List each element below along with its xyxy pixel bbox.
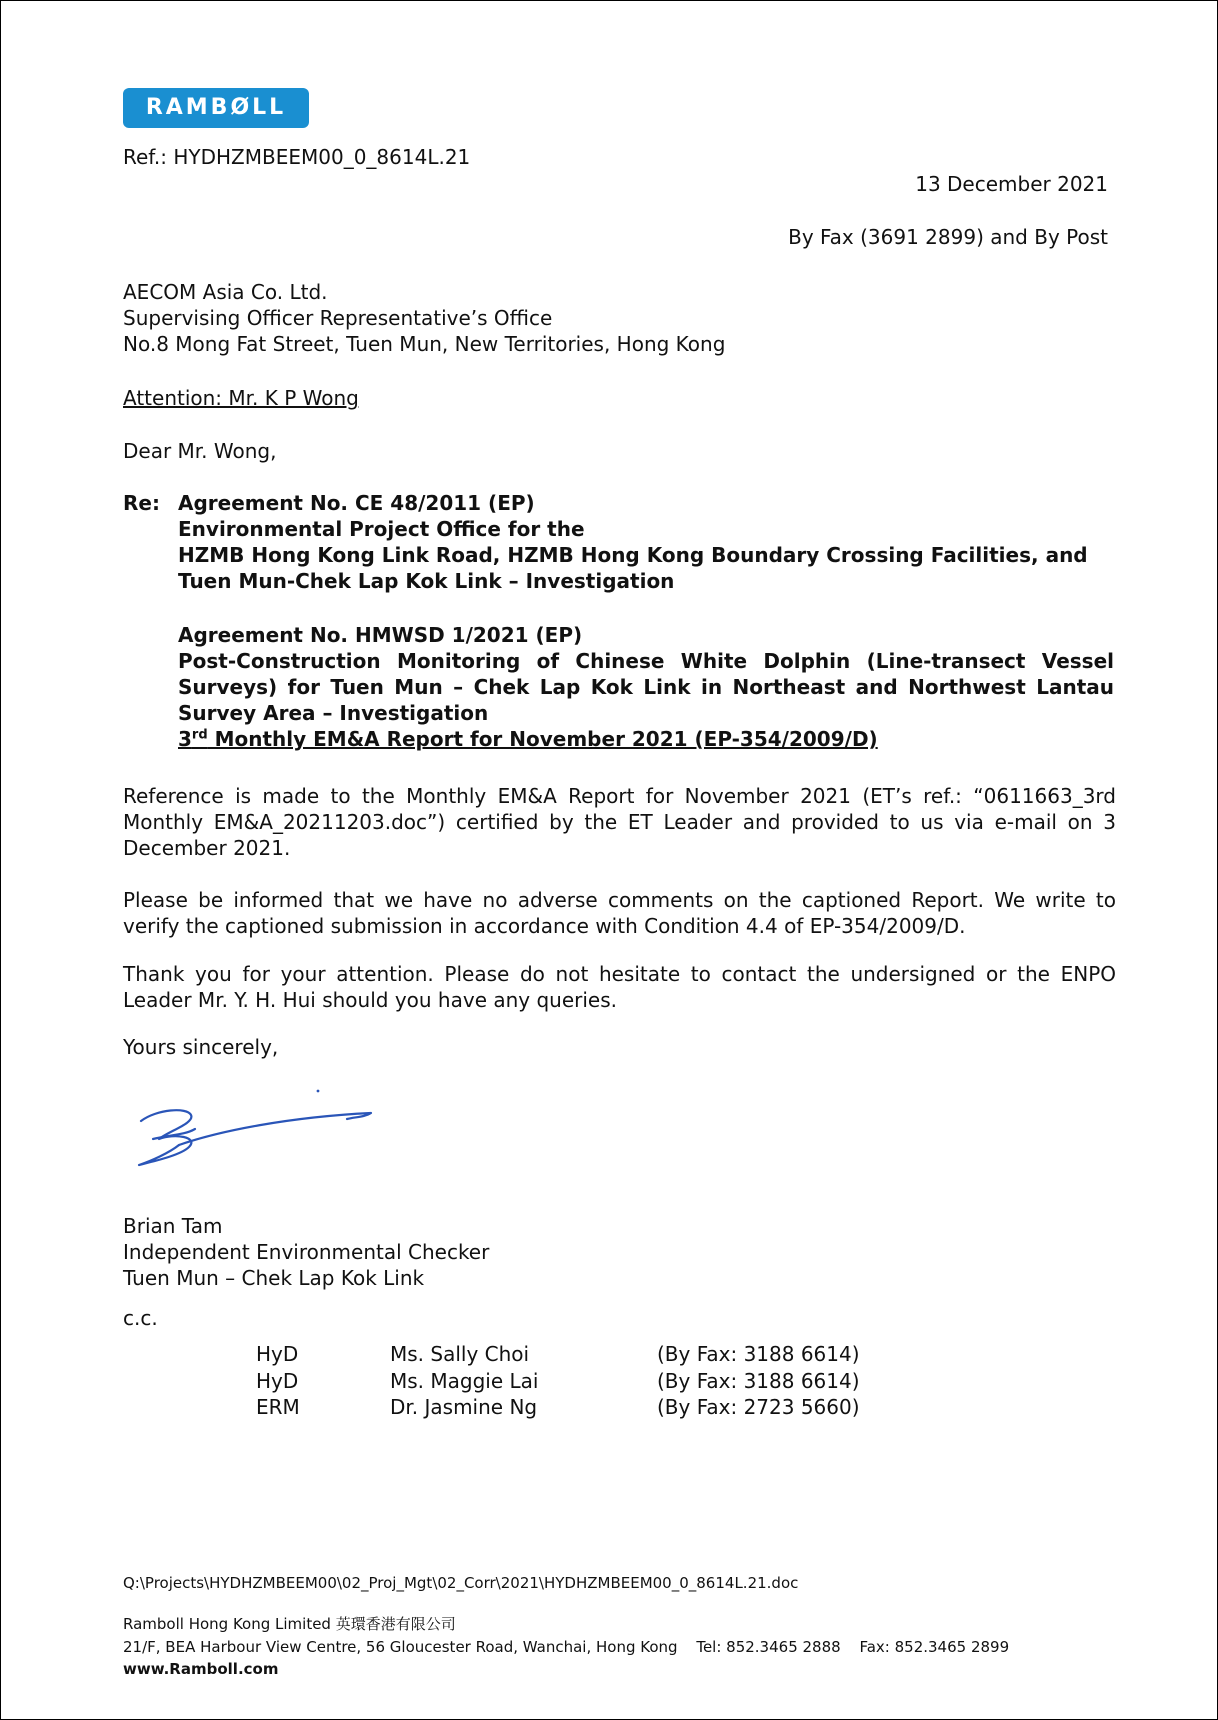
- body-paragraph-1: Reference is made to the Monthly EM&A Report for November 2021 (ET’s ref.: “0611663_3rd Monthly EM&A_20211203.doc”) certified by the ET Leader and provided to us via e-mail on 3 December 2021.: [123, 784, 1116, 860]
- signatory-title: Independent Environmental Checker: [123, 1240, 490, 1264]
- closing: Yours sincerely,: [123, 1035, 279, 1059]
- cc-org: ERM: [256, 1395, 300, 1419]
- cc-fax: (By Fax: 2723 5660): [657, 1395, 860, 1419]
- footer-contact-line: [123, 1636, 1009, 1658]
- subject-block-2: [178, 622, 1114, 752]
- cc-label: c.c.: [123, 1306, 158, 1330]
- recipient-line: No.8 Mong Fat Street, Tuen Mun, New Territories, Hong Kong: [123, 332, 726, 356]
- subject-line: Tuen Mun-Chek Lap Kok Link – Investigation: [178, 569, 675, 593]
- letter-date: 13 December 2021: [915, 172, 1108, 196]
- cc-fax: (By Fax: 3188 6614): [657, 1342, 860, 1366]
- recipient-address: [123, 279, 725, 357]
- report-title-text: Monthly EM&A Report for November 2021 (EP-354/2009/D): [207, 727, 878, 751]
- footer-address: 21/F, BEA Harbour View Centre, 56 Gloucester Road, Wanchai, Hong Kong: [123, 1638, 678, 1656]
- subject-line: Surveys) for Tuen Mun – Chek Lap Kok Link in Northeast and Northwest Lantau: [178, 675, 1114, 699]
- cc-name: Dr. Jasmine Ng: [390, 1395, 538, 1419]
- ramboll-logo: [123, 88, 309, 128]
- cc-org: HyD: [256, 1368, 299, 1393]
- recipient-line: AECOM Asia Co. Ltd.: [123, 280, 328, 304]
- body-paragraph-2: Please be informed that we have no adverse comments on the captioned Report. We write to verify the captioned submission in accordance with Condition 4.4 of EP-354/2009/D.: [123, 888, 1116, 938]
- footer-fax: Fax: 852.3465 2899: [859, 1638, 1010, 1656]
- reference-number: Ref.: HYDHZMBEEM00_0_8614L.21: [123, 145, 471, 169]
- cc-name: Ms. Maggie Lai: [390, 1368, 539, 1393]
- body-paragraph-3: Thank you for your attention. Please do not hesitate to contact the undersigned or the ENPO Leader Mr. Y. H. Hui should you have any queries.: [123, 962, 1116, 1012]
- cc-fax: (By Fax: 3188 6614): [657, 1368, 860, 1393]
- signatory-name: Brian Tam: [123, 1214, 223, 1238]
- cc-row: [256, 1368, 860, 1395]
- footer-company: Ramboll Hong Kong Limited 英環香港有限公司: [123, 1615, 456, 1633]
- report-ordinal: 3: [178, 727, 192, 751]
- attention-line: Attention: Mr. K P Wong: [123, 386, 359, 410]
- logo-text: RAMBØLL: [145, 95, 287, 120]
- cc-row: [256, 1341, 860, 1368]
- cc-list: [256, 1341, 860, 1421]
- handwritten-signature: [129, 1079, 379, 1189]
- delivery-method: By Fax (3691 2899) and By Post: [788, 225, 1108, 249]
- file-path: Q:\Projects\HYDHZMBEEM00\02_Proj_Mgt\02_Corr\2021\HYDHZMBEEM00_0_8614L.21.doc: [123, 1574, 799, 1592]
- subject-line: HZMB Hong Kong Link Road, HZMB Hong Kong Boundary Crossing Facilities, and: [178, 543, 1088, 567]
- recipient-line: Supervising Officer Representative’s Office: [123, 306, 553, 330]
- subject-line: Survey Area – Investigation: [178, 701, 489, 725]
- signatory-block: [123, 1213, 489, 1291]
- report-title: [178, 726, 1114, 752]
- subject-line: Agreement No. HMWSD 1/2021 (EP): [178, 623, 583, 647]
- cc-row: [256, 1394, 860, 1421]
- footer-tel: Tel: 852.3465 2888: [696, 1638, 841, 1656]
- signatory-project: Tuen Mun – Chek Lap Kok Link: [123, 1266, 425, 1290]
- subject-line: Environmental Project Office for the: [178, 517, 585, 541]
- subject-block-1: [178, 490, 1114, 594]
- re-label: Re:: [123, 491, 160, 515]
- cc-name: Ms. Sally Choi: [390, 1342, 530, 1366]
- salutation: Dear Mr. Wong,: [123, 439, 277, 463]
- subject-line: Post-Construction Monitoring of Chinese White Dolphin (Line-transect Vessel: [178, 649, 1114, 673]
- report-ordinal-suffix: rd: [191, 727, 208, 743]
- cc-org: HyD: [256, 1342, 299, 1366]
- footer-website[interactable]: www.Ramboll.com: [123, 1660, 279, 1678]
- subject-line: Agreement No. CE 48/2011 (EP): [178, 491, 535, 515]
